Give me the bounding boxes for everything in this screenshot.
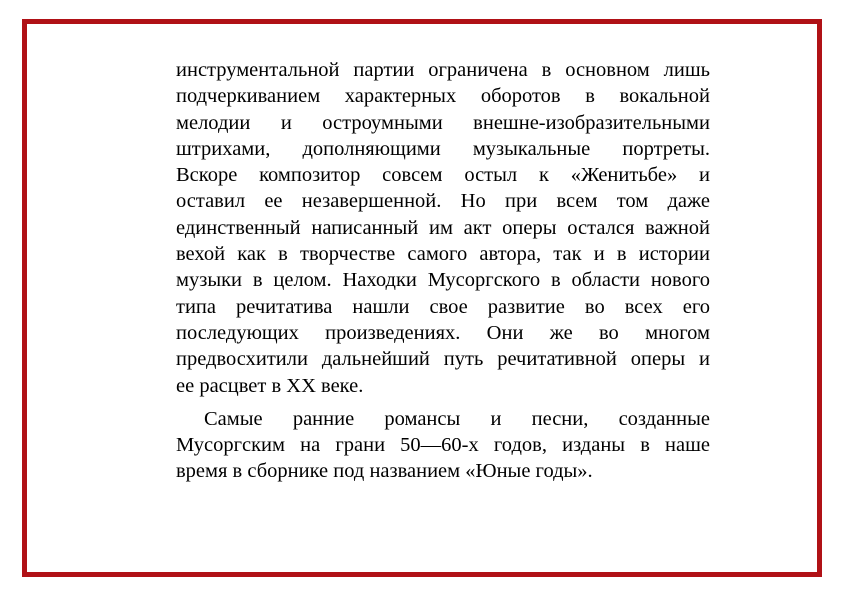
paragraph-line: последующих произведениях. Они же во многом	[176, 321, 710, 344]
paragraph-2	[176, 406, 710, 485]
paragraph-1	[176, 57, 710, 399]
document-text-block	[176, 57, 710, 485]
paragraph-line: мелодии и остроумными внешне-изобразительными	[176, 111, 710, 134]
paragraph-line: ее расцвет в XX веке.	[176, 374, 364, 397]
paragraph-line: подчеркиванием характерных оборотов в вокальной	[176, 85, 710, 108]
paragraph-line: инструментальной партии ограничена в основном лишь	[176, 59, 710, 81]
paragraph-line: музыки в целом. Находки Мусоргского в области нового	[176, 269, 710, 292]
paragraph-line: единственный написанный им акт оперы остался важной	[176, 216, 710, 239]
paragraph-line: Мусоргским на грани 50—60-х годов, изданы в наше	[176, 434, 710, 457]
paragraph-line: оставил ее незавершенной. Но при всем том даже	[176, 190, 710, 213]
paragraph-line: типа речитатива нашли свое развитие во всех его	[176, 295, 710, 318]
paragraph-line: время в сборнике под названием «Юные годы».	[176, 460, 593, 483]
paragraph-line: штрихами, дополняющими музыкальные портреты.	[176, 137, 710, 160]
paragraph-line: предвосхитили дальнейший путь речитативной оперы и	[176, 348, 710, 371]
paragraph-line: Самые ранние романсы и песни, созданные	[204, 407, 710, 430]
paragraph-line: вехой как в творчестве самого автора, так и в истории	[176, 243, 710, 266]
paragraph-line: Вскоре композитор совсем остыл к «Женитьбе» и	[176, 164, 710, 187]
